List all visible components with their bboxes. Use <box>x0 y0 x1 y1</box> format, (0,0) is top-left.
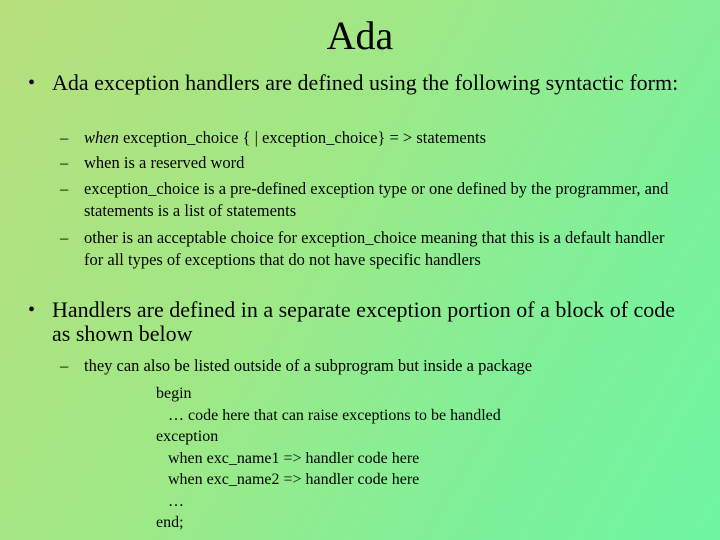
sub-item <box>60 152 684 174</box>
sub-item-text: exception_choice { | exception_choice} = > statements <box>118 128 487 147</box>
bullet-text: Ada exception handlers are defined using the following syntactic form: <box>52 70 679 95</box>
sub-item <box>60 355 684 377</box>
code-line: … <box>156 492 184 510</box>
code-line: when exc_name1 => handler code here <box>156 449 420 467</box>
dash-marker: – <box>60 356 69 375</box>
dash-marker: – <box>60 179 69 198</box>
sub-item-text: other is an acceptable choice for exception_choice meaning that this is a default handler for all types of exceptions that do not have specific handlers <box>84 228 665 269</box>
bullet-marker: • <box>28 72 36 94</box>
sub-item-lead: when <box>84 128 119 147</box>
sub-item <box>60 227 674 271</box>
dash-marker: – <box>60 128 69 147</box>
sub-item-text: they can also be listed outside of a subprogram but inside a package <box>84 356 533 375</box>
dash-marker: – <box>60 228 69 247</box>
code-line: end; <box>156 514 184 531</box>
sub-item <box>60 178 669 222</box>
sub-item-text: when is a reserved word <box>84 153 245 172</box>
bullet-marker: • <box>28 299 36 321</box>
sub-item-text: exception_choice is a pre-defined exception type or one defined by the programmer, and statements is a list of statements <box>84 179 669 220</box>
dash-marker: – <box>60 153 69 172</box>
code-line: begin <box>156 385 192 402</box>
code-line: exception <box>156 428 219 445</box>
slide-title: Ada <box>326 13 394 58</box>
code-block <box>156 383 616 534</box>
bullet-text: Handlers are defined in a separate exception portion of a block of code as shown below <box>52 297 676 346</box>
sub-item <box>60 127 684 149</box>
bullet-item <box>28 70 697 95</box>
code-line: when exc_name2 => handler code here <box>156 471 420 488</box>
code-line: … code here that can raise exceptions to be handled <box>156 406 501 424</box>
bullet-item <box>28 297 697 346</box>
